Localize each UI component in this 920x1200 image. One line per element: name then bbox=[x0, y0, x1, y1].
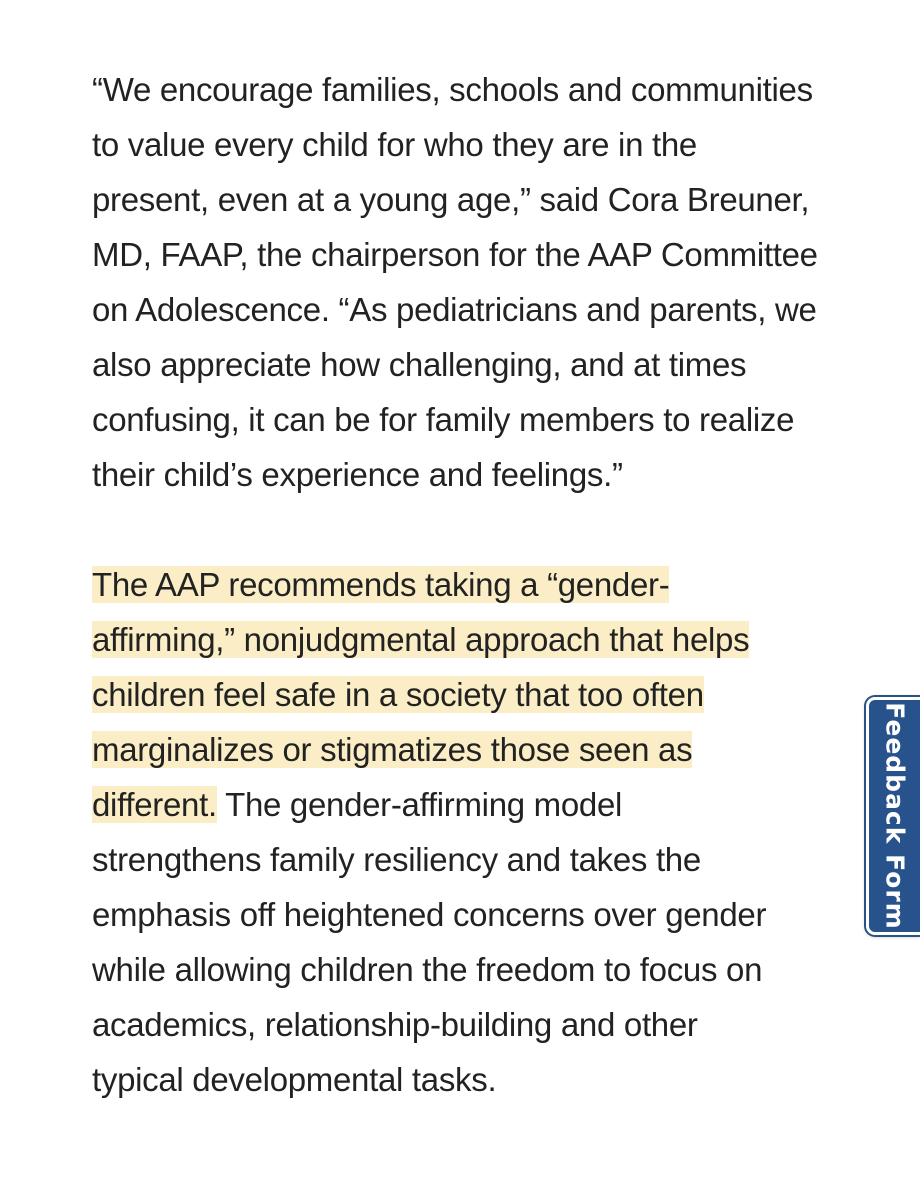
article-body bbox=[92, 62, 832, 1107]
recommendation-paragraph bbox=[92, 557, 832, 1107]
paragraph-continuation: The gender-affirming model strengthens family resiliency and takes the emphasis off heightened concerns over gender while allowing children the freedom to focus on academics, relationship-building and other typical developmental tasks. bbox=[92, 786, 767, 1098]
feedback-form-button[interactable] bbox=[866, 697, 920, 935]
feedback-form-label: Feedback Form bbox=[880, 702, 909, 930]
quote-paragraph: “We encourage families, schools and communities to value every child for who they are in the present, even at a young age,” said Cora Breuner, MD, FAAP, the chairperson for the AAP Committee on Adolescence. “As pediatricians and parents, we also appreciate how challenging, and at times confusing, it can be for family members to realize their child’s experience and feelings.” bbox=[92, 71, 818, 493]
highlighted-text: The AAP recommends taking a “gender- affirming,” nonjudgmental approach that helps children feel safe in a society that too often marginalizes or stigmatizes those seen as different. bbox=[92, 566, 750, 823]
